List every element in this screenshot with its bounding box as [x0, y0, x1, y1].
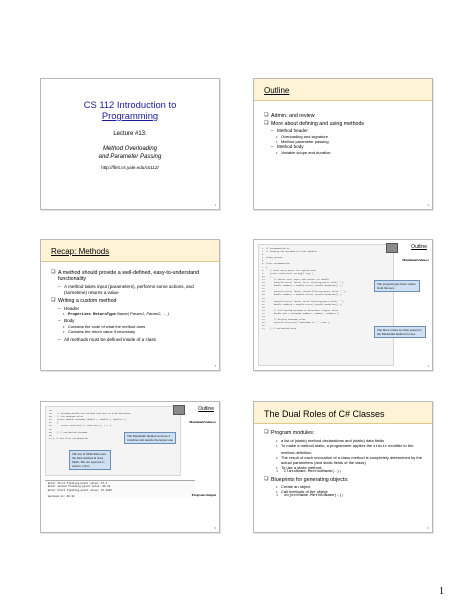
sub-bullet-item: – All methods must be defined inside of a class [51, 337, 211, 343]
file-label: MaximumValue.cs [402, 258, 429, 262]
sub-bullet-item: – Body [51, 318, 211, 324]
bullet-item: ❏ Admin. and review [264, 113, 424, 119]
slide-6 [253, 401, 433, 533]
sub-bullet-item: • The result of each invocation of a class method is completely determined by the actual parameters (and static fields of the class) [264, 455, 424, 465]
output-label: Program Output [191, 493, 216, 497]
static-sentence-start: To make a method static, a programmer applies the [281, 442, 373, 448]
file-label: MaximumValue.cs [189, 420, 216, 424]
slide-number: 3 [214, 365, 216, 368]
bullet-item: ❏ Program modules: [264, 430, 424, 436]
slide-1 [40, 78, 220, 210]
sub-bullet-item: • Call methods of the object: [264, 489, 424, 494]
slide-2 [253, 78, 433, 210]
subtitle-line-1: Method Overloading [102, 146, 158, 152]
slide-title: The Dual Roles of C# Classes [264, 409, 385, 419]
course-url[interactable]: http://flint.cs.yale.edu/cs112/ [101, 165, 159, 170]
sub-bullet-item: – Header [51, 306, 211, 312]
sub-bullet-item: • To use a static method: [264, 465, 424, 470]
bullet-item: ❏ Writing a custom method [51, 298, 211, 304]
outline-link[interactable]: Outline [198, 406, 214, 412]
lecture-number: Lecture #13: [113, 131, 147, 137]
bullet-list [264, 113, 424, 155]
slide-1-title [41, 99, 219, 121]
code-listing: 1 // MaximumValue.cs 2 // Finding the maximum of three doubles 3 4 using System; 5 6 class MaximumValue 7 { 8 // main entry point for application 9 static void Main( string[] args ) 10 { 11 // obtain user input and convert to double 12 Console.Write( "Enter first floating-point value: " ); 13 double number1 = Double.Parse( Console.ReadLine() ); 14 15 Console.Write( "Enter second floating-point value: " ); 16 double number2 = Double.Parse( Console.ReadLine() ); 17 18 Console.Write( "Enter third floating-point value: " ); 19 double number3 = Double.Parse( Console.ReadLine() ); 20 21 // call method Maximum to determine largest value 22 double max = Maximum( number1, number2, number3 ); 23 24 // display maximum value 25 Console.WriteLine("\nmaximum is: " + max ); 26 27 } // end method Main [258, 244, 394, 366]
slide-banner [41, 240, 219, 262]
title-line-2: Programming [101, 110, 159, 121]
slide-number: 1 [214, 204, 216, 207]
sub-bullet-item: – Method header [264, 128, 424, 134]
header-detail-code: Properties ReturnType [68, 313, 116, 318]
code-listing: 28 29 // Maximum method uses method Math.Max to help determine 30 // the maximum value 31 static double Maximum( double x, double y, double z ) 32 { 33 return Math.Max( x, Math.Max( y, z ) ); 34 35 } // end method Maximum 36 37 } // end class MaximumValue [45, 406, 181, 476]
lecture-subtitle [41, 145, 219, 161]
bullet-item: ❏ Blueprints for generating objects: [264, 477, 424, 483]
slide-title: Outline [264, 86, 290, 95]
sub-sub-bullet-item: • Variable scope and duration [264, 150, 424, 155]
slide-5 [40, 401, 220, 533]
sub-sub-bullet-item: • Overloading and signature [264, 134, 424, 139]
program-output: Enter first floating-point value: 37.3 Enter second floating-point value: 99.32 Enter third floating-point value: 27.1928 maximum is: 99.32 [45, 480, 195, 498]
outline-link[interactable]: Outline [411, 244, 427, 250]
slide-number: 4 [427, 365, 429, 368]
sub-bullet-item [264, 443, 424, 455]
book-icon [386, 243, 398, 253]
slide-number: 2 [427, 204, 429, 207]
subtitle-line-2: and Parameter Passing [98, 154, 162, 160]
sub-sub-bullet-item: • Contains the return value if necessary [51, 329, 211, 334]
bullet-list [51, 270, 211, 343]
slide-banner [254, 402, 432, 424]
slide-number: 5 [214, 527, 216, 530]
title-line-1: CS 112 Introduction to [83, 99, 177, 110]
code-snippet: • objectName.MethodName(…); [264, 494, 424, 499]
callout-note: The three values are then passed to the Maximum method for use. [374, 326, 426, 338]
sub-bullet-item: – A method takes input (parameters), performs some actions, and (sometime) returns a value [51, 284, 211, 295]
header-detail [51, 311, 211, 318]
bullet-item: ❏ More about defining and using methods [264, 121, 424, 127]
slide-number: 6 [427, 527, 429, 530]
callout-note: The Maximum method receives 3 variables and returns the largest one [124, 432, 176, 444]
book-icon [173, 405, 185, 415]
slide-4 [253, 239, 433, 371]
static-sentence-end: modifier to the method definition [281, 442, 414, 455]
page-number: 1 [439, 586, 444, 597]
code-snippet: • ClassName.MethodName(…); [264, 470, 424, 475]
slide-banner [254, 79, 432, 101]
callout-note: The use of Math.Max uses the Max method in class Math. The dot operator is used to call it. [69, 450, 111, 470]
sub-sub-bullet-item: • Contains the code of what the method does [51, 324, 211, 329]
sub-bullet-item: • a list of (static) method declarations and (static) data fields [264, 438, 424, 443]
bullet-item: ❏ A method should provide a well-defined, easy-to-understand functionality [51, 270, 211, 282]
bullet-list [264, 430, 424, 499]
sub-bullet-item: – Method body [264, 144, 424, 150]
sub-sub-bullet-item: • Method parameter passing [264, 139, 424, 144]
static-keyword: static [373, 444, 387, 449]
slide-3 [40, 239, 220, 371]
slide-title: Recap: Methods [51, 247, 110, 256]
callout-note: The program gets three values from the user. [374, 280, 420, 292]
header-detail-params: Name( Param1, Param2, … ) [116, 311, 169, 317]
sub-bullet-item: • Create an object [264, 484, 424, 489]
